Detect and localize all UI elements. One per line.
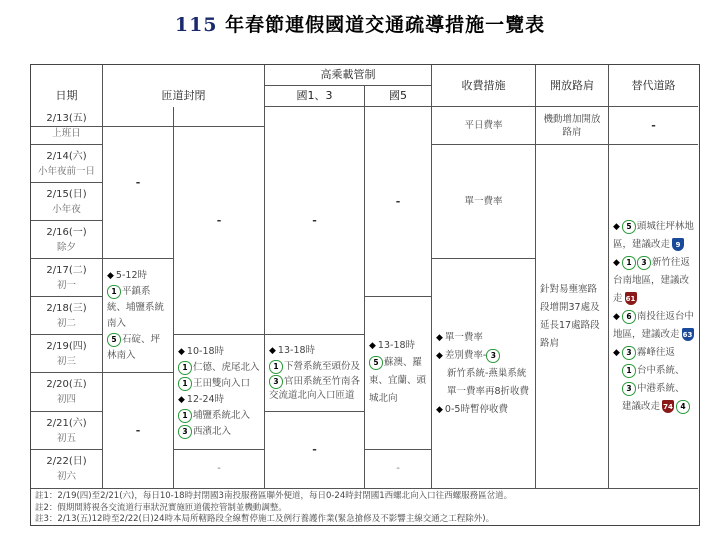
freeway-3-icon: 3 <box>269 375 283 389</box>
ramp-cell-10-18: ◆ 10-18時 1 仁德、虎尾北入 1 王田雙向入口 ◆ 12-24時 1 埔鹽系統北入 3 西濱北入 <box>174 335 265 450</box>
freeway-1-icon: 1 <box>269 360 283 374</box>
freeway-1-icon: 1 <box>622 256 636 270</box>
diamond-icon: ◆ <box>178 347 185 357</box>
hov13-cell-13-18: ◆ 13-18時 1 下營系統至頭份及 3 官田系統至竹南各交流道北向入口匝道 <box>265 335 365 412</box>
ramp-left-cell-late: - <box>103 373 174 489</box>
date-row: 2/14(六) 小年夜前一日 <box>31 145 103 183</box>
diamond-icon: ◆ <box>613 311 620 322</box>
date-row: 2/15(日) 小年夜 <box>31 183 103 221</box>
header-shoulder: 開放路肩 <box>536 65 609 107</box>
diamond-icon: ◆ <box>436 332 443 343</box>
date-row: 2/21(六) 初五 <box>31 412 103 450</box>
date-row: 2/17(二) 初一 <box>31 259 103 297</box>
ramp-left-cell: - <box>103 107 174 259</box>
diamond-icon: ◆ <box>436 404 443 415</box>
note-1: 註1：2/19(四)至2/21(六)，每日10-18時封閉國3南投服務區聯外便道，每日0-24時封閉國1西螺北向入口往西螺服務區岔道。 <box>35 491 513 501</box>
provincial-61-icon: 61 <box>625 292 637 305</box>
provincial-9-icon: 9 <box>672 238 684 251</box>
diamond-icon: ◆ <box>613 221 620 232</box>
note-3: 註3：2/13(五)12時至2/22(日)24時本局所轄路段全線暫停施工及例行養護作業(緊急搶修及不影響主線交通之工程除外)。 <box>35 514 495 524</box>
header-alt-route: 替代道路 <box>609 65 698 107</box>
footnotes <box>31 489 698 528</box>
freeway-1-icon: 1 <box>107 285 121 299</box>
hov5-cell-last: - <box>365 450 432 489</box>
hov5-cell-13-18: ◆ 13-18時 5 蘇澳、羅東、宜蘭、頭城北向 <box>365 297 432 450</box>
alt-first: - <box>609 107 698 145</box>
header-hov: 高乘載管制 <box>265 65 432 86</box>
header-ramp-closure: 匝道封閉 <box>103 65 265 127</box>
diamond-icon: ◆ <box>436 350 443 361</box>
header-hov-1-3: 國1、3 <box>265 86 365 107</box>
provincial-74-icon: 74 <box>662 400 674 413</box>
ramp-right-cell: - <box>174 107 265 335</box>
freeway-3-icon: 3 <box>178 425 192 439</box>
hov5-cell: - <box>365 107 432 297</box>
toll-single: 單一費率 <box>432 145 536 259</box>
shoulder-first: 機動增加開放路肩 <box>536 107 609 145</box>
date-row: 2/16(一) 除夕 <box>31 221 103 259</box>
provincial-63-icon: 63 <box>682 328 694 341</box>
alt-main: ◆ 5 頭城往坪林地區，建議改走 9 ◆ 1 3 新竹往返台南地區，建議改走 61 ◆ 6 南投往返台中地區，建議改走 63 ◆ 3 霧峰往返 1 台中系統、 3 中港系統、 建議改走 74 4 <box>609 145 698 489</box>
note-2: 註2：假期間將視各交流道行車狀況實施匝道儀控管制並機動調整。 <box>35 502 287 513</box>
toll-holiday: ◆ 單一費率 ◆ 差別費率- 3 新竹系統-燕巢系統單一費率再8折收費 ◆ 0-5時暫停收費 <box>432 259 536 489</box>
date-row: 2/13(五) 上班日 <box>31 107 103 145</box>
freeway-6-icon: 6 <box>622 310 636 324</box>
freeway-5-icon: 5 <box>107 333 121 347</box>
freeway-5-icon: 5 <box>622 220 636 234</box>
ramp-cell-5-12: ◆ 5-12時 1 平鎮系統、埔鹽系統南入 5 石碇、坪林南入 <box>103 259 174 373</box>
diamond-icon: ◆ <box>369 341 376 351</box>
header-hov-5: 國5 <box>365 86 432 107</box>
freeway-1-icon: 1 <box>178 377 192 391</box>
freeway-5-icon: 5 <box>369 356 383 370</box>
page-title: 115 年春節連假國道交通疏導措施一覽表 <box>174 14 546 36</box>
shoulder-main: 針對易壅塞路段增開37處及延長17處路段路肩 <box>536 145 609 489</box>
date-row: 2/20(五) 初四 <box>31 373 103 412</box>
freeway-3-icon: 3 <box>637 256 651 270</box>
freeway-1-icon: 1 <box>178 361 192 375</box>
date-row: 2/19(四) 初三 <box>31 335 103 373</box>
header-toll: 收費措施 <box>432 65 536 107</box>
freeway-3-icon: 3 <box>486 349 500 363</box>
toll-weekday: 平日費率 <box>432 107 536 145</box>
date-row: 2/18(三) 初二 <box>31 297 103 335</box>
freeway-3-icon: 3 <box>622 346 636 360</box>
ramp-right-cell-last: - <box>174 450 265 489</box>
measures-table <box>30 64 700 526</box>
freeway-4-icon: 4 <box>676 400 690 414</box>
freeway-3-icon: 3 <box>622 382 636 396</box>
hov13-cell: - <box>265 107 365 335</box>
diamond-icon: ◆ <box>613 257 620 268</box>
diamond-icon: ◆ <box>178 395 185 405</box>
header-date: 日期 <box>31 65 103 127</box>
hov13-cell-last: - <box>265 412 365 489</box>
freeway-1-icon: 1 <box>622 364 636 378</box>
diamond-icon: ◆ <box>107 270 114 281</box>
diamond-icon: ◆ <box>613 347 620 358</box>
diamond-icon: ◆ <box>269 346 276 356</box>
freeway-1-icon: 1 <box>178 409 192 423</box>
date-row: 2/22(日) 初六 <box>31 450 103 489</box>
